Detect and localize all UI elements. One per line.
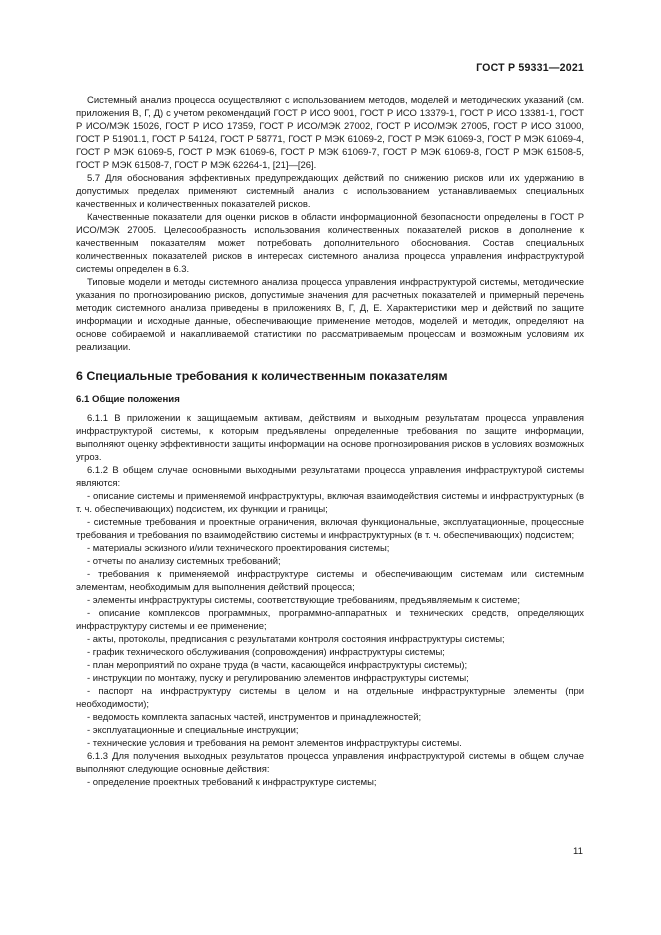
section-heading: 6 Специальные требования к количественным показателям <box>76 369 448 383</box>
list-item: - эксплуатационные и специальные инструкции; <box>87 725 299 736</box>
paragraph: 6.1.2 В общем случае основными выходными результатами процесса управления инфраструктурой системы являются: <box>76 465 584 489</box>
list-item: - план мероприятий по охране труда (в части, касающейся инфраструктуры системы); <box>87 660 468 671</box>
list-item: - график технического обслуживания (сопровождения) инфраструктуры системы; <box>87 647 445 658</box>
list-item: - отчеты по анализу системных требований; <box>87 556 281 567</box>
list-item: - элементы инфраструктуры системы, соответствующие требованиям, предъявляемым к системе; <box>87 595 521 606</box>
subsection-heading: 6.1 Общие положения <box>76 394 180 405</box>
document-header: ГОСТ Р 59331—2021 <box>476 62 584 74</box>
paragraph: 6.1.3 Для получения выходных результатов процесса управления инфраструктурой системы в общем случае выполняют следующие основные действия: <box>76 751 584 775</box>
list-item: - технические условия и требования на ремонт элементов инфраструктуры системы. <box>87 738 462 749</box>
list-item: - описание комплексов программных, программно-аппаратных и технических средств, определяющих инфраструктуру системы и ее применение; <box>76 608 584 632</box>
list-item: - материалы эскизного и/или технического проектирования системы; <box>87 543 390 554</box>
paragraph: 6.1.1 В приложении к защищаемым активам, действиям и выходным результатам процесса управления инфраструктурой системы, к которым предъявлены определенные требования по защите информации, выполняют оценку эффективности защиты информации на основе прогнозирования рисков в условиях возможных угроз. <box>76 413 584 463</box>
list-item: - системные требования и проектные ограничения, включая функциональные, эксплуатационные, процессные требования и требования по взаимодействию системы и инфраструктурных (в т. ч. обеспечивающих) подсистем; <box>76 517 584 541</box>
paragraph: Качественные показатели для оценки рисков в области информационной безопасности определены в ГОСТ Р ИСО/МЭК 27005. Целесообразность использования количественных показателей рисков в дополнение к качественным показателям может потребовать дополнительного обоснования. Состав специальных количественных показателей рисков в интересах системного анализа процесса управления инфраструктурой системы определен в 6.3. <box>76 212 584 275</box>
list-item: - ведомость комплекта запасных частей, инструментов и принадлежностей; <box>87 712 422 723</box>
document-body <box>76 94 584 789</box>
list-item: - определение проектных требований к инфраструктуре системы; <box>87 777 377 788</box>
paragraph: Системный анализ процесса осуществляют с использованием методов, моделей и методических указаний (см. приложения В, Г, Д) с учетом рекомендаций ГОСТ Р ИСО 9001, ГОСТ Р ИСО 13379-1, ГОСТ Р ИСО 13381-1, ГОСТ Р ИСО/МЭК 15026, ГОСТ Р ИСО 17359, ГОСТ Р ИСО/МЭК 27002, ГОСТ Р ИСО/МЭК 27005, ГОСТ Р ИСО 31000, ГОСТ Р 51901.1, ГОСТ Р 54124, ГОСТ Р 58771, ГОСТ Р МЭК 61069-2, ГОСТ Р МЭК 61069-3, ГОСТ Р МЭК 61069-4, ГОСТ Р МЭК 61069-5, ГОСТ Р МЭК 61069-6, ГОСТ Р МЭК 61069-7, ГОСТ Р МЭК 61069-8, ГОСТ Р МЭК 61508-5, ГОСТ Р МЭК 61508-7, ГОСТ Р МЭК 62264-1, [21]—[26]. <box>76 95 584 171</box>
paragraph: 5.7 Для обоснования эффективных предупреждающих действий по снижению рисков или их удержанию в допустимых пределах применяют системный анализ с использованием устанавливаемых специальных качественных и количественных показателей рисков. <box>76 173 584 210</box>
list-item: - требования к применяемой инфраструктуре системы и обеспечивающим системам или системным элементам, необходимым для выполнения действий процесса; <box>76 569 584 593</box>
list-item: - акты, протоколы, предписания с результатами контроля состояния инфраструктуры системы; <box>87 634 505 645</box>
list-item: - инструкции по монтажу, пуску и регулированию элементов инфраструктуры системы; <box>87 673 469 684</box>
list-item: - описание системы и применяемой инфраструктуры, включая взаимодействия системы и инфраструктурных (в т. ч. обеспечивающих) подсистем, их функции и границы; <box>76 491 584 515</box>
paragraph: Типовые модели и методы системного анализа процесса управления инфраструктурой системы, методические указания по прогнозированию рисков, допустимые значения для расчетных показателей и примерный перечень методик системного анализа приведены в приложениях В, Г, Д, Е. Характеристики мер и действий по защите информации и исходные данные, обеспечивающие применение методов, моделей и методик, определяют на основе собираемой и накапливаемой статистики по рассматриваемым процессам и возможным условиям их реализации. <box>76 277 584 353</box>
list-item: - паспорт на инфраструктуру системы в целом и на отдельные инфраструктурные элементы (при необходимости); <box>76 686 584 710</box>
page-number: 11 <box>573 846 583 857</box>
